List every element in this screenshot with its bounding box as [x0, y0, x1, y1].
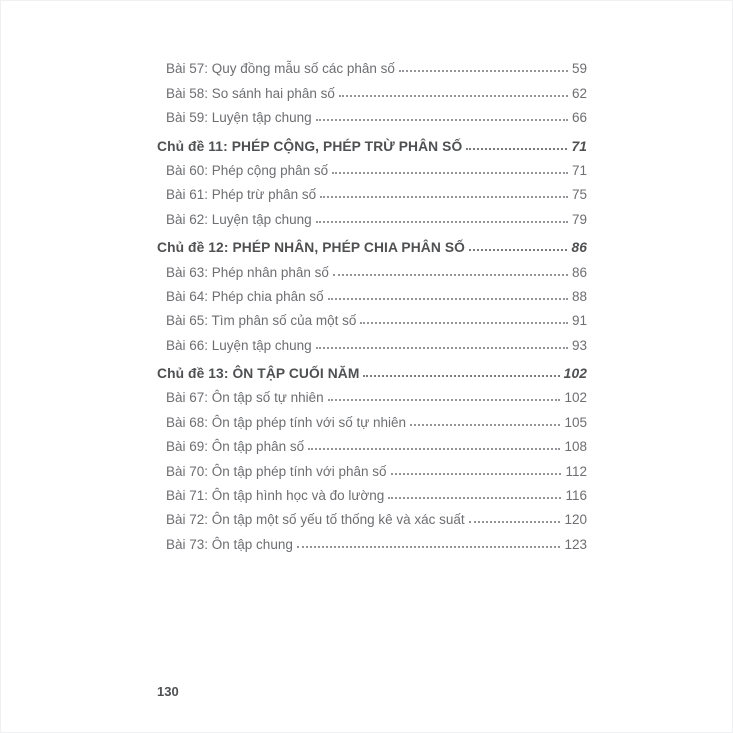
- toc-entry-page: 91: [571, 313, 587, 329]
- toc-entry-page: 59: [571, 61, 587, 77]
- dot-leader: [316, 221, 568, 223]
- toc-entry-label: Bài 73: Ôn tập chung: [166, 536, 293, 552]
- toc-entry-label: Bài 60: Phép cộng phân số: [166, 162, 329, 178]
- toc-entry: [157, 202, 587, 226]
- toc-entry-page: 105: [564, 414, 587, 430]
- toc-entry: [157, 101, 587, 125]
- toc-chapter-entry: [157, 231, 587, 255]
- toc-entry: [157, 454, 587, 478]
- toc-chapter-label: Chủ đề 11: PHÉP CỘNG, PHÉP TRỪ PHÂN SỐ: [157, 138, 463, 154]
- toc-entry: [157, 280, 587, 304]
- dot-leader: [316, 347, 568, 349]
- toc-chapter-entry: [157, 129, 587, 153]
- dot-leader: [469, 249, 567, 251]
- toc-entry-label: Bài 72: Ôn tập một số yếu tố thống kê và xác suất: [166, 512, 465, 528]
- dot-leader: [308, 448, 560, 450]
- toc-chapter-label: Chủ đề 12: PHÉP NHÂN, PHÉP CHIA PHÂN SỐ: [157, 240, 465, 256]
- toc-entry-label: Bài 71: Ôn tập hình học và đo lường: [166, 488, 385, 504]
- dot-leader: [399, 70, 568, 72]
- toc-entry: [157, 328, 587, 352]
- dot-leader: [466, 148, 567, 150]
- toc-entry-page: 62: [571, 85, 587, 101]
- toc-entry-page: 116: [565, 488, 587, 504]
- toc-entry-page: 120: [564, 512, 587, 528]
- dot-leader: [388, 497, 561, 499]
- toc-entry-label: Bài 62: Luyện tập chung: [166, 211, 312, 227]
- dot-leader: [469, 521, 561, 523]
- toc-chapter-entry: [157, 357, 587, 381]
- toc-entry: [157, 255, 587, 279]
- toc-entry-page: 102: [564, 390, 587, 406]
- toc-entry-label: Bài 57: Quy đồng mẫu số các phân số: [166, 61, 395, 77]
- toc-entry-label: Bài 64: Phép chia phân số: [166, 288, 324, 304]
- table-of-contents: [157, 52, 587, 552]
- toc-entry-page: 66: [571, 110, 587, 126]
- toc-entry-page: 112: [565, 463, 587, 479]
- toc-entry-page: 123: [564, 536, 587, 552]
- toc-entry: [157, 430, 587, 454]
- book-page: [1, 1, 732, 732]
- toc-entry-label: Bài 68: Ôn tập phép tính với số tự nhiên: [166, 414, 407, 430]
- toc-entry-page: 108: [564, 439, 587, 455]
- toc-entry-page: 88: [571, 288, 587, 304]
- dot-leader: [328, 399, 561, 401]
- toc-chapter-page: 102: [563, 366, 587, 382]
- dot-leader: [360, 322, 568, 324]
- toc-entry-page: 79: [571, 211, 587, 227]
- toc-entry-label: Bài 66: Luyện tập chung: [166, 337, 312, 353]
- toc-chapter-page: 86: [571, 240, 587, 256]
- dot-leader: [333, 274, 568, 276]
- toc-entry: [157, 52, 587, 76]
- toc-entry-page: 71: [571, 162, 587, 178]
- toc-entry-page: 86: [571, 264, 587, 280]
- dot-leader: [363, 375, 559, 377]
- dot-leader: [332, 172, 568, 174]
- dot-leader: [339, 95, 568, 97]
- toc-entry-page: 93: [571, 337, 587, 353]
- toc-entry: [157, 479, 587, 503]
- toc-entry-label: Bài 59: Luyện tập chung: [166, 110, 312, 126]
- toc-entry-label: Bài 58: So sánh hai phân số: [166, 85, 335, 101]
- toc-entry: [157, 304, 587, 328]
- toc-entry-label: Bài 61: Phép trừ phân số: [166, 187, 317, 203]
- toc-entry: [157, 154, 587, 178]
- toc-chapter-page: 71: [571, 138, 587, 154]
- toc-entry: [157, 381, 587, 405]
- toc-entry-page: 75: [571, 187, 587, 203]
- dot-leader: [297, 546, 561, 548]
- dot-leader: [320, 196, 568, 198]
- toc-entry: [157, 76, 587, 100]
- toc-entry-label: Bài 63: Phép nhân phân số: [166, 264, 329, 280]
- toc-entry: [157, 178, 587, 202]
- toc-chapter-label: Chủ đề 13: ÔN TẬP CUỐI NĂM: [157, 366, 360, 382]
- toc-entry-label: Bài 65: Tìm phân số của một số: [166, 313, 357, 329]
- toc-entry: [157, 503, 587, 527]
- toc-entry: [157, 527, 587, 551]
- toc-entry-label: Bài 67: Ôn tập số tự nhiên: [166, 390, 324, 406]
- toc-entry-label: Bài 70: Ôn tập phép tính với phân số: [166, 463, 387, 479]
- footer-page-number: 130: [157, 684, 179, 699]
- toc-entry: [157, 405, 587, 429]
- dot-leader: [391, 473, 562, 475]
- dot-leader: [328, 298, 568, 300]
- dot-leader: [410, 424, 560, 426]
- toc-entry-label: Bài 69: Ôn tập phân số: [166, 439, 305, 455]
- dot-leader: [316, 119, 568, 121]
